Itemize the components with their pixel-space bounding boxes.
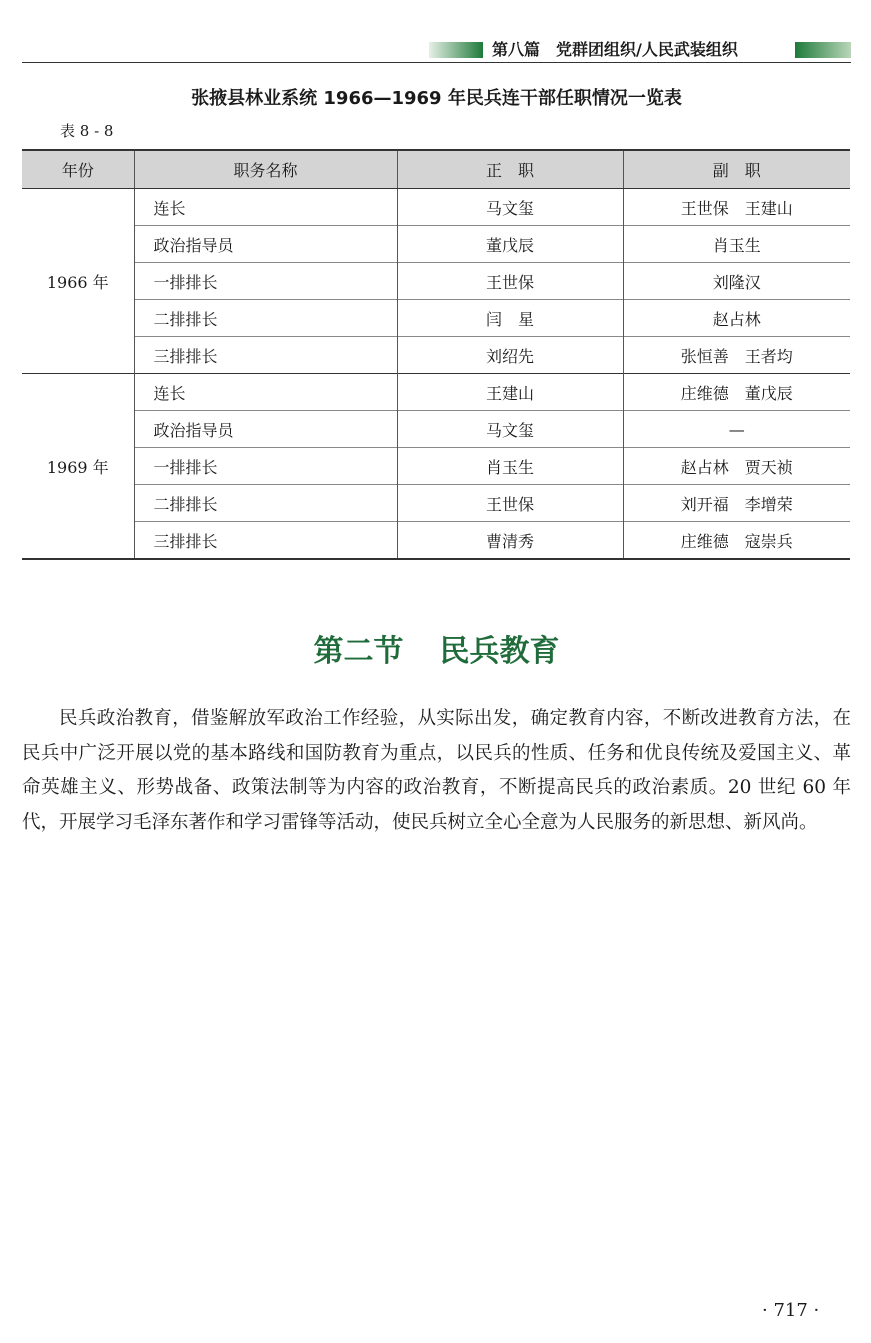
table-row [22,300,850,337]
table-row [22,189,850,226]
table-row [22,374,850,411]
deputy-cell: 庄维德 董戊辰 [623,374,850,411]
militia-cadre-table [22,149,850,560]
column-header-post: 职务名称 [134,150,397,189]
table-row [22,263,850,300]
deputy-cell: 赵占林 [623,300,850,337]
deputy-cell: 刘隆汉 [623,263,850,300]
table-row [22,448,850,485]
deputy-cell: 王世保 王建山 [623,189,850,226]
chief-cell: 闫 星 [397,300,623,337]
page-number: · 717 · [762,1300,820,1321]
chief-cell: 王世保 [397,485,623,522]
post-cell: 三排排长 [134,337,397,374]
chief-cell: 王建山 [397,374,623,411]
section-title [22,630,851,674]
body-paragraph: 民兵政治教育，借鉴解放军政治工作经验，从实际出发，确定教育内容，不断改进教育方法，在民兵中广泛开展以党的基本路线和国防教育为重点，以民兵的性质、任务和优良传统及爱国主义、革命英雄主义、形势战备、政策法制等为内容的政治教育，不断提高民兵的政治素质。20 世纪 60 年代，开展学习毛泽东著作和学习雷锋等活动，使民兵树立全心全意为人民服务的新思想、新风尚。 [22,708,851,833]
deputy-cell: 肖玉生 [623,226,850,263]
post-cell: 三排排长 [134,522,397,560]
chief-cell: 马文玺 [397,189,623,226]
table-number: 表 8 - 8 [60,122,114,140]
column-header-year: 年份 [22,150,134,189]
table-row [22,226,850,263]
post-cell: 连长 [134,189,397,226]
chief-cell: 马文玺 [397,411,623,448]
chief-cell: 董戊辰 [397,226,623,263]
table-header-row [22,150,850,189]
header-title: 第八篇 党群团组织/人民武装组织 [492,40,738,59]
deputy-cell: 张恒善 王者均 [623,337,850,374]
table-row [22,522,850,560]
section-number: 第二节 [313,634,404,669]
post-cell: 一排排长 [134,263,397,300]
running-header [22,38,851,63]
post-cell: 二排排长 [134,300,397,337]
chief-cell: 刘绍先 [397,337,623,374]
table-row [22,337,850,374]
post-cell: 政治指导员 [134,226,397,263]
deputy-cell: 赵占林 贾天祯 [623,448,850,485]
deputy-cell: 刘开福 李增荣 [623,485,850,522]
post-cell: 政治指导员 [134,411,397,448]
year-cell: 1969 年 [22,374,134,560]
header-decoration-right [795,42,851,58]
chief-cell: 曹清秀 [397,522,623,560]
deputy-cell: — [623,411,850,448]
header-decoration-left [429,42,483,58]
column-header-chief: 正 职 [397,150,623,189]
post-cell: 连长 [134,374,397,411]
chief-cell: 王世保 [397,263,623,300]
table-row [22,411,850,448]
post-cell: 二排排长 [134,485,397,522]
year-cell: 1966 年 [22,189,134,374]
table-title: 张掖县林业系统 1966—1969 年民兵连干部任职情况一览表 [191,88,682,109]
column-header-deputy: 副 职 [623,150,850,189]
section-name: 民兵教育 [439,634,560,669]
chief-cell: 肖玉生 [397,448,623,485]
table-row [22,485,850,522]
post-cell: 一排排长 [134,448,397,485]
deputy-cell: 庄维德 寇崇兵 [623,522,850,560]
